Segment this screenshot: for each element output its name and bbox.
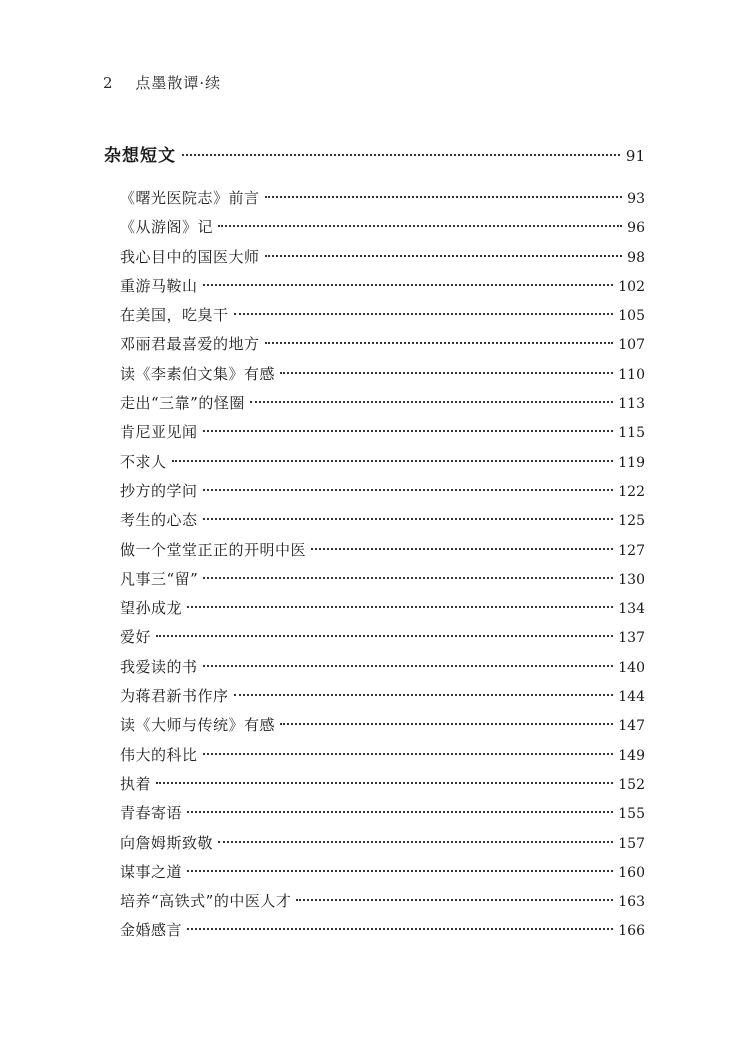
toc-entry[interactable]: [120, 714, 645, 743]
toc-entry-page: 144: [618, 689, 645, 706]
toc-entry-title: 我爱读的书: [120, 657, 198, 676]
dot-leader: [218, 225, 622, 227]
dot-leader: [172, 460, 614, 462]
toc-entry-title: 《从游阁》记: [120, 218, 214, 237]
toc-entry[interactable]: [120, 187, 645, 216]
dot-leader: [265, 255, 623, 257]
toc-entry[interactable]: [120, 656, 645, 685]
toc-entry[interactable]: [120, 275, 645, 304]
running-header: [103, 72, 221, 93]
table-of-contents: [120, 187, 645, 949]
toc-entry-page: 149: [618, 747, 645, 764]
toc-entry-page: 127: [618, 542, 645, 559]
toc-entry[interactable]: [120, 802, 645, 831]
dot-leader: [234, 694, 614, 696]
toc-entry-page: 152: [618, 776, 645, 793]
dot-leader: [280, 372, 613, 374]
toc-entry-title: 为蒋君新书作序: [120, 687, 229, 706]
toc-entry-page: 125: [618, 513, 645, 530]
toc-entry[interactable]: [120, 685, 645, 714]
toc-entry-page: 102: [618, 278, 645, 295]
dot-leader: [311, 548, 613, 550]
toc-entry-title: 做一个堂堂正正的开明中医: [120, 540, 307, 559]
toc-entry-page: 93: [627, 191, 645, 207]
toc-entry-page: 113: [618, 396, 645, 413]
toc-entry-page: 119: [618, 454, 645, 471]
section-page-number: 91: [625, 147, 645, 165]
dot-leader: [203, 518, 614, 520]
toc-entry-page: 130: [618, 571, 645, 588]
toc-entry-title: 青春寄语: [120, 804, 183, 823]
dot-leader: [218, 841, 613, 843]
dot-leader: [203, 665, 614, 667]
toc-entry-page: 115: [618, 425, 645, 442]
toc-entry-title: 邓丽君最喜爱的地方: [120, 335, 260, 354]
header-book-title: 点墨散谭·续: [135, 74, 222, 92]
toc-entry-page: 96: [627, 220, 645, 237]
toc-entry-title: 凡事三“留”: [120, 569, 199, 588]
dot-leader: [187, 606, 613, 608]
toc-entry-title: 肯尼亚见闻: [120, 423, 198, 442]
toc-entry-page: 122: [618, 483, 645, 500]
dot-leader: [296, 899, 613, 901]
section-heading[interactable]: [104, 141, 645, 166]
toc-entry-title: 《曙光医院志》前言: [120, 189, 260, 207]
toc-entry-page: 155: [618, 806, 645, 823]
toc-entry-page: 137: [618, 630, 645, 647]
dot-leader: [156, 782, 613, 784]
toc-entry[interactable]: [120, 451, 645, 480]
dot-leader: [265, 196, 623, 198]
dot-leader: [280, 723, 613, 725]
toc-entry[interactable]: [120, 919, 645, 948]
toc-entry-title: 抄方的学问: [120, 481, 198, 500]
header-page-number: 2: [103, 74, 114, 92]
toc-entry-page: 147: [618, 718, 645, 735]
toc-entry-title: 在美国，吃臭干: [120, 306, 229, 325]
toc-entry-page: 105: [618, 308, 645, 325]
dot-leader: [234, 313, 614, 315]
toc-entry[interactable]: [120, 421, 645, 450]
toc-entry[interactable]: [120, 509, 645, 538]
dot-leader: [203, 284, 614, 286]
toc-entry[interactable]: [120, 626, 645, 655]
dot-leader: [187, 870, 613, 872]
toc-entry[interactable]: [120, 333, 645, 362]
toc-entry-title: 向詹姆斯致敬: [120, 833, 214, 852]
toc-entry-title: 读《李素伯文集》有感: [120, 364, 276, 383]
dot-leader: [203, 753, 614, 755]
toc-entry-page: 140: [618, 659, 645, 676]
toc-entry[interactable]: [120, 890, 645, 919]
toc-entry-title: 重游马鞍山: [120, 276, 198, 295]
toc-entry-page: 110: [618, 366, 645, 383]
toc-entry-page: 134: [618, 601, 645, 618]
toc-entry[interactable]: [120, 597, 645, 626]
dot-leader: [203, 489, 614, 491]
toc-entry-page: 107: [618, 337, 645, 354]
toc-entry-title: 金婚感言: [120, 921, 183, 940]
dot-leader: [250, 401, 613, 403]
toc-entry[interactable]: [120, 861, 645, 890]
dot-leader: [182, 154, 620, 156]
toc-entry[interactable]: [120, 304, 645, 333]
dot-leader: [265, 342, 614, 344]
toc-entry[interactable]: [120, 744, 645, 773]
toc-entry-title: 读《大师与传统》有感: [120, 716, 276, 735]
toc-entry-title: 爱好: [120, 628, 152, 647]
toc-entry[interactable]: [120, 216, 645, 245]
toc-entry-page: 98: [627, 249, 645, 266]
toc-entry-page: 157: [618, 835, 645, 852]
toc-entry-title: 考生的心态: [120, 511, 198, 530]
toc-entry-page: 166: [618, 923, 645, 940]
toc-entry-title: 我心目中的国医大师: [120, 247, 260, 266]
toc-entry-title: 培养“高铁式”的中医人才: [120, 892, 292, 911]
toc-entry-page: 163: [618, 894, 645, 911]
toc-entry[interactable]: [120, 392, 645, 421]
dot-leader: [203, 430, 614, 432]
toc-entry[interactable]: [120, 363, 645, 392]
toc-entry[interactable]: [120, 246, 645, 275]
toc-entry-page: 160: [618, 864, 645, 881]
section-title: 杂想短文: [104, 146, 176, 166]
dot-leader: [156, 635, 613, 637]
toc-entry[interactable]: [120, 773, 645, 802]
toc-entry[interactable]: [120, 539, 645, 568]
dot-leader: [203, 577, 613, 579]
toc-entry-title: 谋事之道: [120, 862, 183, 881]
dot-leader: [187, 811, 613, 813]
toc-entry-title: 走出“三靠”的怪圈: [120, 394, 245, 413]
toc-entry[interactable]: [120, 568, 645, 597]
toc-entry-title: 不求人: [120, 452, 167, 471]
toc-entry-title: 望孙成龙: [120, 599, 183, 618]
toc-entry-title: 伟大的科比: [120, 745, 198, 764]
toc-entry[interactable]: [120, 480, 645, 509]
toc-entry-title: 执着: [120, 774, 152, 793]
toc-entry[interactable]: [120, 832, 645, 861]
dot-leader: [187, 928, 613, 930]
